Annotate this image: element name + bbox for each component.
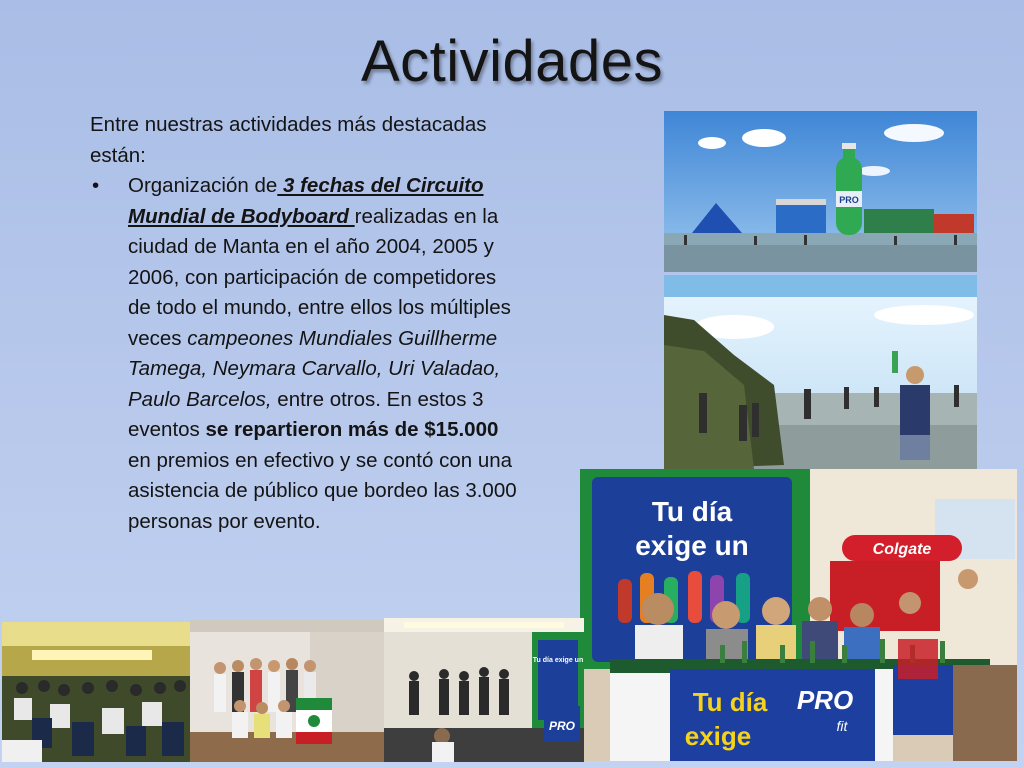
small-brand: PRO — [548, 719, 576, 733]
photo-beach-event — [664, 111, 977, 272]
bullet-dot-icon: • — [92, 174, 100, 197]
banner-text-line2: exige un — [635, 530, 749, 561]
table-banner-line2: exige — [684, 721, 752, 751]
slide-body — [90, 110, 520, 537]
table-banner-line1: Tu día — [692, 687, 768, 717]
prize-text: se repartieron más de $15.000 — [205, 418, 499, 441]
activity-bullet — [90, 171, 520, 537]
photo-beach-crowd — [664, 275, 977, 469]
colgate-text: Colgate — [872, 541, 932, 558]
small-banner-text: Tu día exige un — [532, 657, 584, 664]
bullet-part-7: en premios en efectivo y se contó con una asistencia de público que bordeo las 3.000 personas por evento. — [128, 448, 517, 533]
bottle-label: PRO — [839, 195, 859, 205]
champions-text: campeones Mundiales Guillherme Tamega, Neymara Carvallo, Uri Valadao, Paulo Barcelos, — [128, 326, 501, 411]
banner-text-line1: Tu día — [651, 496, 733, 527]
slide-title: Actividades — [360, 29, 664, 94]
bullet-part-3: realizadas en la ciudad de Manta en el año 2004, 2005 y 2006, con participación de competidores de todo el mundo, entre ellos los múltiples veces — [128, 204, 511, 350]
photo-event-room — [384, 618, 584, 762]
photo-press-conference — [580, 469, 1017, 761]
table-brand-sub: fit — [836, 718, 848, 734]
bullet-part-1: Organización de — [128, 174, 278, 197]
bullet-part-5: entre otros. En estos 3 eventos — [128, 387, 484, 441]
intro-text: Entre nuestras actividades más destacadas están: — [90, 113, 487, 167]
photo-auditorium — [2, 622, 190, 762]
circuit-link-text: 3 fechas del Circuito Mundial de Bodyboard — [128, 174, 484, 228]
table-brand: PRO — [796, 685, 854, 715]
photo-group-flag — [190, 620, 384, 762]
